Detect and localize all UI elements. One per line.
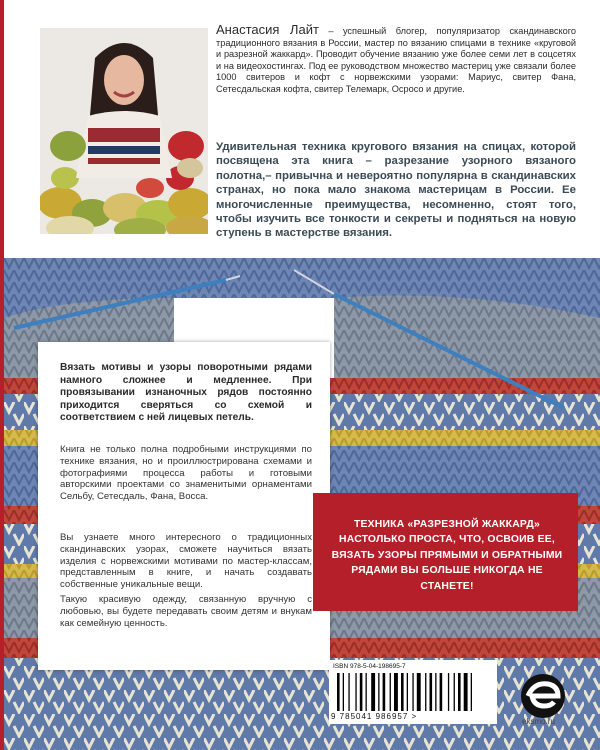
barcode-bar	[440, 673, 443, 711]
panel-paragraph-3: Вы узнаете много интересного о традиционных скандинавских узорах, сможете научиться вязать изделия с норвежскими мотивами по мастер-классам, представленным в книге, и начать создавать собственные уникальные вещи.	[60, 532, 312, 591]
barcode-bar	[407, 673, 408, 711]
barcode	[333, 673, 493, 711]
panel-paragraph-2: Книга не только полна подробными инструкциями по технике вязания, но и проиллюстрирована схемами и фотографиями процесса работы и готовыми авторскими проектами со знаменитыми орнаментами Сельбу, Сетесдаль, Фана, Восса.	[60, 444, 312, 503]
barcode-bar	[430, 673, 433, 711]
barcode-bar	[348, 673, 349, 711]
barcode-bar	[464, 673, 468, 711]
barcode-bar	[390, 673, 391, 711]
barcode-bar	[378, 673, 379, 711]
isbn-digits: 9 785041 986957 >	[331, 712, 418, 721]
highlight-text: ТЕХНИКА «РАЗРЕЗНОЙ ЖАККАРД» НАСТОЛЬКО ПРОСТА, ЧТО, ОСВОИВ ЕЕ, ВЯЗАТЬ УЗОРЫ ПРЯМЫМИ И ОБРАТНЫМИ РЯДАМИ ВЫ БОЛЬШЕ НИКОГДА НЕ СТАНЕТЕ!	[331, 519, 563, 592]
author-name: Анастасия Лайт	[216, 22, 319, 37]
publisher-site: eksmo.ru	[522, 717, 555, 726]
barcode-bar	[401, 673, 404, 711]
barcode-bar	[448, 673, 449, 711]
barcode-bar	[383, 673, 386, 711]
panel-paragraph-4: Такую красивую одежду, связанную вручную с любовью, вы будете передавать своим детям и внукам как семейную ценность.	[60, 594, 312, 629]
barcode-bar	[458, 673, 461, 711]
barcode-bar	[366, 673, 367, 711]
panel-paragraph-1: Вязать мотивы и узоры поворотными рядами намного сложнее и медленнее. При провязывании изнаночных рядов постоянно приходится сверяться со схемой и соответствием с ней лицевых петель.	[60, 362, 312, 424]
barcode-bar	[360, 673, 363, 711]
barcode-bar	[471, 673, 472, 711]
author-photo	[40, 28, 208, 234]
barcode-bar	[417, 673, 421, 711]
description-panel	[38, 342, 330, 670]
isbn-label: ISBN 978-5-04-198695-7	[333, 663, 406, 670]
barcode-bar	[337, 673, 340, 711]
barcode-bar	[435, 673, 436, 711]
barcode-bar	[394, 673, 398, 711]
barcode-bar	[425, 673, 426, 711]
isbn-block	[329, 660, 497, 724]
barcode-bar	[412, 673, 413, 711]
barcode-bar	[355, 673, 356, 711]
author-bio	[216, 24, 576, 96]
barcode-bar	[371, 673, 375, 711]
barcode-bar	[454, 673, 455, 711]
intro-paragraph: Удивительная техника кругового вязания на спицах, которой посвящена эта книга – разрезание узорного вязаного полотна,– привычна и невероятно популярна в скандинавских странах, но пока мало знакома мастерицам в России. Ее многочисленные преимущества, несомненно, стоят того, чтобы изучить все тонкости и секреты и подняться на новую ступень в мастерстве вязания.	[216, 141, 576, 240]
barcode-bar	[343, 673, 344, 711]
author-bio-text: – успешный блогер, популяризатор скандинавского традиционного вязания в России, мастер по вязанию спицами в технике «круговой и разрезной жаккард». Проводит обучение вязанию уже более семи лет в соцсетях и на видеохостингах. Под ее руководством множество мастериц уже связали более 1000 свитеров и кофт с норвежскими узорами: Мариус, свитер Фана, Сетесдальская кофта, свитер Телемарк, Осросо и другие.	[216, 26, 577, 94]
highlight-box	[313, 493, 578, 611]
